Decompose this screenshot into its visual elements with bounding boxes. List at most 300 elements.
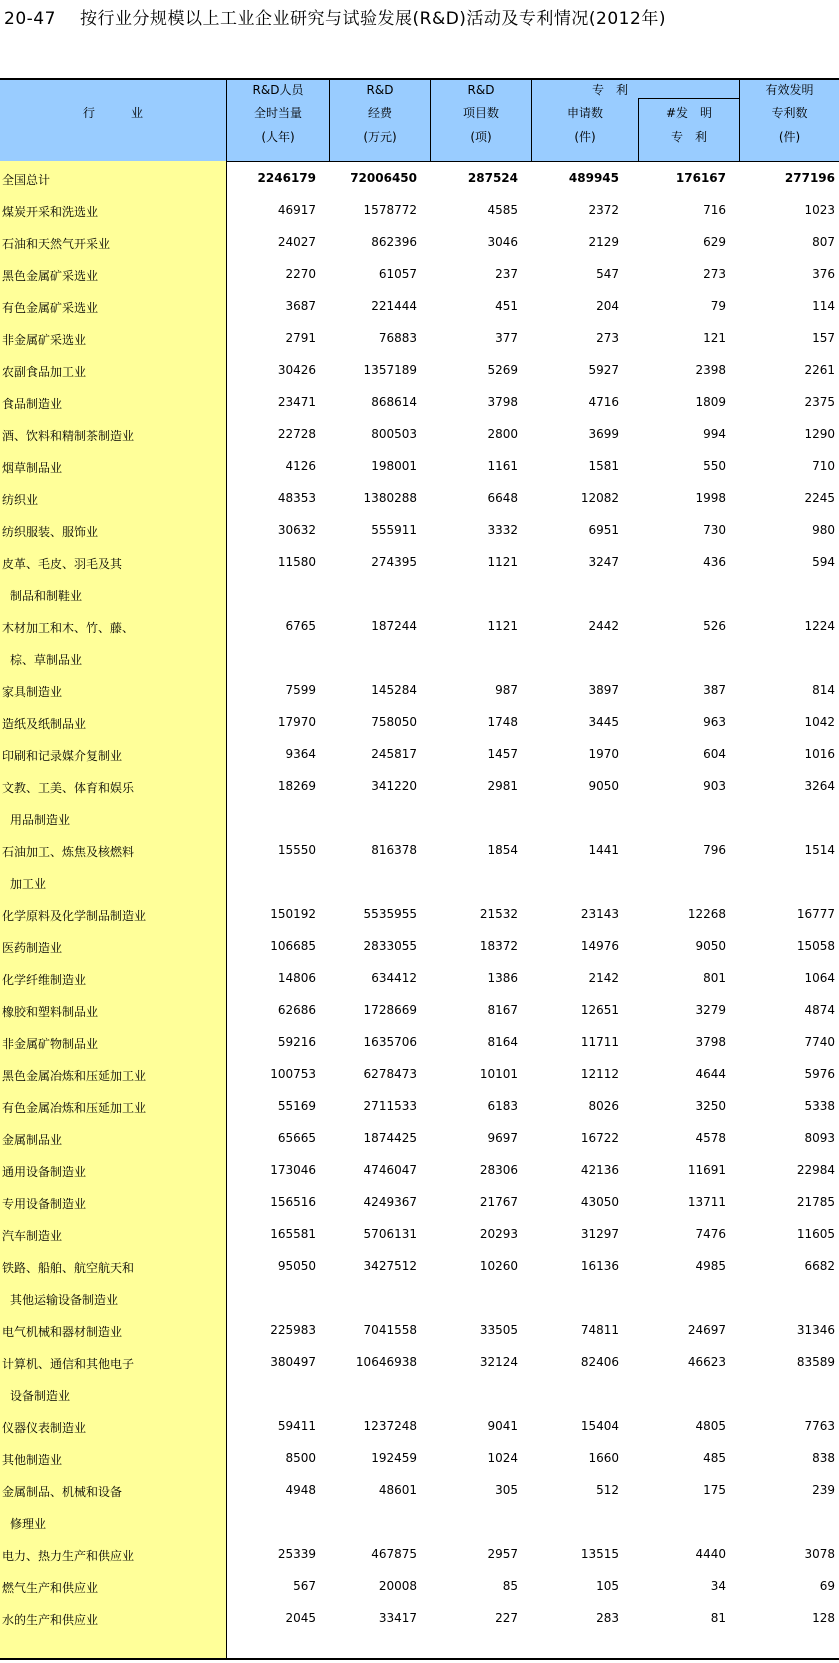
table-header [0, 80, 839, 162]
table-row [0, 897, 839, 929]
header-divider [638, 98, 639, 161]
industry-name: 化学纤维制造业 [2, 973, 87, 987]
cell-value: 3445 [588, 715, 619, 729]
cell-value: 1514 [804, 843, 835, 857]
cell-value: 18372 [479, 939, 518, 953]
cell-value: 34 [710, 1579, 726, 1593]
header-invention-line2: 专 利 [670, 130, 707, 144]
cell-value: 629 [703, 235, 726, 249]
cell-value: 5706131 [363, 1227, 417, 1241]
cell-value: 868614 [371, 395, 417, 409]
cell-value: 274395 [371, 555, 417, 569]
cell-value: 550 [703, 459, 726, 473]
cell-value: 710 [812, 459, 835, 473]
industry-name: 非金属矿采选业 [2, 333, 87, 347]
cell-value: 5927 [588, 363, 619, 377]
cell-value: 114 [812, 299, 835, 313]
cell-value: 4716 [588, 395, 619, 409]
cell-value: 106685 [270, 939, 316, 953]
industry-name: 纺织服装、服饰业 [2, 525, 99, 539]
cell-value: 32124 [479, 1355, 518, 1369]
industry-name: 黑色金属冶炼和压延加工业 [2, 1069, 147, 1083]
table-row [0, 769, 839, 801]
table-row [0, 1313, 839, 1345]
header-patent-underline [638, 98, 739, 99]
header-personnel-line3: (人年) [261, 130, 295, 144]
industry-name: 金属制品业 [2, 1133, 63, 1147]
cell-value: 380497 [270, 1355, 316, 1369]
cell-value: 1064 [804, 971, 835, 985]
table-row [0, 353, 839, 385]
header-expenditure [330, 80, 430, 161]
cell-value: 467875 [371, 1547, 417, 1561]
table-row [0, 1537, 839, 1569]
cell-value: 1121 [487, 619, 518, 633]
industry-name: 印刷和记录媒介复制业 [2, 749, 123, 763]
cell-value: 7476 [695, 1227, 726, 1241]
table-row [0, 961, 839, 993]
cell-value: 2711533 [363, 1099, 417, 1113]
cell-value: 903 [703, 779, 726, 793]
cell-value: 1457 [487, 747, 518, 761]
table-row [0, 417, 839, 449]
industry-name: 铁路、船舶、航空航天和 [2, 1261, 135, 1275]
cell-value: 22728 [277, 427, 316, 441]
cell-value: 9697 [487, 1131, 518, 1145]
cell-value: 2261 [804, 363, 835, 377]
cell-value: 489945 [568, 171, 619, 185]
industry-name: 用品制造业 [10, 813, 71, 827]
cell-value: 1224 [804, 619, 835, 633]
header-projects [431, 80, 531, 161]
cell-value: 2045 [285, 1611, 316, 1625]
header-applications-line1: 申请数 [566, 106, 603, 120]
header-divider [531, 80, 532, 161]
table-row-continuation [0, 1281, 839, 1313]
industry-name: 加工业 [10, 877, 47, 891]
cell-value: 46917 [277, 203, 316, 217]
industry-name: 棕、草制品业 [10, 653, 83, 667]
cell-value: 283 [596, 1611, 619, 1625]
cell-value: 21532 [479, 907, 518, 921]
cell-value: 4585 [487, 203, 518, 217]
cell-value: 59411 [277, 1419, 316, 1433]
cell-value: 105 [596, 1579, 619, 1593]
cell-value: 21785 [796, 1195, 835, 1209]
industry-name: 酒、饮料和精制茶制造业 [2, 429, 135, 443]
cell-value: 55169 [277, 1099, 316, 1113]
table-row [0, 1057, 839, 1089]
table-row-continuation [0, 865, 839, 897]
cell-value: 245817 [371, 747, 417, 761]
table-row [0, 481, 839, 513]
cell-value: 13515 [580, 1547, 619, 1561]
cell-value: 1380288 [363, 491, 417, 505]
cell-value: 512 [596, 1483, 619, 1497]
table-row [0, 289, 839, 321]
cell-value: 567 [293, 1579, 316, 1593]
cell-value: 436 [703, 555, 726, 569]
cell-value: 801 [703, 971, 726, 985]
cell-value: 4644 [695, 1067, 726, 1081]
cell-value: 239 [812, 1483, 835, 1497]
table-row-continuation [0, 1505, 839, 1537]
cell-value: 730 [703, 523, 726, 537]
cell-value: 2791 [285, 331, 316, 345]
cell-value: 9041 [487, 1419, 518, 1433]
header-invention [639, 80, 739, 161]
cell-value: 1854 [487, 843, 518, 857]
cell-value: 3798 [487, 395, 518, 409]
header-valid-patents [740, 80, 839, 161]
cell-value: 6183 [487, 1099, 518, 1113]
header-applications-line2: (件) [574, 130, 596, 144]
table-row [0, 1185, 839, 1217]
cell-value: 273 [703, 267, 726, 281]
industry-name: 计算机、通信和其他电子 [2, 1357, 135, 1371]
cell-value: 305 [495, 1483, 518, 1497]
cell-value: 31346 [796, 1323, 835, 1337]
industry-name: 化学原料及化学制品制造业 [2, 909, 147, 923]
cell-value: 6278473 [363, 1067, 417, 1081]
cell-value: 15550 [277, 843, 316, 857]
industry-name: 其他运输设备制造业 [10, 1293, 119, 1307]
cell-value: 157 [812, 331, 835, 345]
cell-value: 862396 [371, 235, 417, 249]
header-personnel-line1: R&D人员 [252, 83, 304, 97]
table-row [0, 833, 839, 865]
header-divider [329, 80, 330, 161]
header-invention-line1: #发 明 [665, 106, 713, 120]
cell-value: 3427512 [363, 1259, 417, 1273]
cell-value: 1874425 [363, 1131, 417, 1145]
cell-value: 33417 [378, 1611, 417, 1625]
cell-value: 176167 [675, 171, 726, 185]
cell-value: 604 [703, 747, 726, 761]
cell-value: 2800 [487, 427, 518, 441]
cell-value: 31297 [580, 1227, 619, 1241]
cell-value: 4985 [695, 1259, 726, 1273]
cell-value: 48601 [378, 1483, 417, 1497]
cell-value: 594 [812, 555, 835, 569]
table-row [0, 1473, 839, 1505]
header-valid-line2: 专利数 [771, 106, 808, 120]
cell-value: 377 [495, 331, 518, 345]
cell-value: 187244 [371, 619, 417, 633]
cell-value: 72006450 [350, 171, 417, 185]
cell-value: 838 [812, 1451, 835, 1465]
cell-value: 1290 [804, 427, 835, 441]
cell-value: 277196 [784, 171, 835, 185]
table-row [0, 1345, 839, 1377]
industry-name: 纺织业 [2, 493, 39, 507]
cell-value: 225983 [270, 1323, 316, 1337]
cell-value: 12651 [580, 1003, 619, 1017]
cell-value: 1357189 [363, 363, 417, 377]
industry-name: 有色金属冶炼和压延加工业 [2, 1101, 147, 1115]
cell-value: 2833055 [363, 939, 417, 953]
cell-value: 6765 [285, 619, 316, 633]
table-row [0, 1601, 839, 1633]
cell-value: 48353 [277, 491, 316, 505]
cell-value: 4249367 [363, 1195, 417, 1209]
cell-value: 85 [502, 1579, 518, 1593]
cell-value: 81 [710, 1611, 726, 1625]
industry-name: 修理业 [10, 1517, 47, 1531]
header-expenditure-line2: 经费 [367, 106, 392, 120]
industry-name: 食品制造业 [2, 397, 63, 411]
cell-value: 3247 [588, 555, 619, 569]
cell-value: 2245 [804, 491, 835, 505]
header-expenditure-line1: R&D [366, 83, 394, 97]
cell-value: 2398 [695, 363, 726, 377]
cell-value: 156516 [270, 1195, 316, 1209]
cell-value: 287524 [467, 171, 518, 185]
cell-value: 3046 [487, 235, 518, 249]
cell-value: 3264 [804, 779, 835, 793]
industry-name: 黑色金属矿采选业 [2, 269, 99, 283]
cell-value: 8167 [487, 1003, 518, 1017]
cell-value: 2957 [487, 1547, 518, 1561]
cell-value: 23471 [277, 395, 316, 409]
cell-value: 3798 [695, 1035, 726, 1049]
cell-value: 2442 [588, 619, 619, 633]
industry-name: 制品和制鞋业 [10, 589, 83, 603]
cell-value: 28306 [479, 1163, 518, 1177]
table-row [0, 1025, 839, 1057]
cell-value: 4948 [285, 1483, 316, 1497]
cell-value: 173046 [270, 1163, 316, 1177]
cell-value: 800503 [371, 427, 417, 441]
cell-value: 42136 [580, 1163, 619, 1177]
table-row [0, 449, 839, 481]
cell-value: 23143 [580, 907, 619, 921]
industry-name: 煤炭开采和洗选业 [2, 205, 99, 219]
cell-value: 4805 [695, 1419, 726, 1433]
table-row [0, 257, 839, 289]
industry-name: 石油和天然气开采业 [2, 237, 111, 251]
cell-value: 76883 [378, 331, 417, 345]
cell-value: 3250 [695, 1099, 726, 1113]
cell-value: 1581 [588, 459, 619, 473]
cell-value: 2246179 [257, 171, 316, 185]
cell-value: 3687 [285, 299, 316, 313]
cell-value: 13711 [687, 1195, 726, 1209]
table-row [0, 929, 839, 961]
cell-value: 1386 [487, 971, 518, 985]
cell-value: 25339 [277, 1547, 316, 1561]
cell-value: 30426 [277, 363, 316, 377]
cell-value: 6682 [804, 1259, 835, 1273]
cell-value: 121 [703, 331, 726, 345]
industry-name: 水的生产和供应业 [2, 1613, 99, 1627]
cell-value: 485 [703, 1451, 726, 1465]
cell-value: 1635706 [363, 1035, 417, 1049]
cell-value: 980 [812, 523, 835, 537]
cell-value: 221444 [371, 299, 417, 313]
cell-value: 814 [812, 683, 835, 697]
header-divider [430, 80, 431, 161]
industry-name: 金属制品、机械和设备 [2, 1485, 123, 1499]
cell-value: 5976 [804, 1067, 835, 1081]
cell-value: 18269 [277, 779, 316, 793]
cell-value: 1578772 [363, 203, 417, 217]
header-personnel-line2: 全时当量 [253, 106, 302, 120]
cell-value: 758050 [371, 715, 417, 729]
industry-name: 汽车制造业 [2, 1229, 63, 1243]
cell-value: 7041558 [363, 1323, 417, 1337]
cell-value: 3279 [695, 1003, 726, 1017]
cell-value: 7740 [804, 1035, 835, 1049]
cell-value: 526 [703, 619, 726, 633]
cell-value: 2375 [804, 395, 835, 409]
cell-value: 16777 [796, 907, 835, 921]
cell-value: 816378 [371, 843, 417, 857]
table-row [0, 513, 839, 545]
cell-value: 796 [703, 843, 726, 857]
cell-value: 4746047 [363, 1163, 417, 1177]
cell-value: 1024 [487, 1451, 518, 1465]
cell-value: 237 [495, 267, 518, 281]
cell-value: 2270 [285, 267, 316, 281]
industry-name: 皮革、毛皮、羽毛及其 [2, 557, 123, 571]
cell-value: 9364 [285, 747, 316, 761]
cell-value: 79 [710, 299, 726, 313]
cell-value: 1016 [804, 747, 835, 761]
cell-value: 62686 [277, 1003, 316, 1017]
cell-value: 128 [812, 1611, 835, 1625]
header-projects-line1: R&D [467, 83, 495, 97]
industry-name: 文教、工美、体育和娱乐 [2, 781, 135, 795]
header-divider [739, 80, 740, 161]
cell-value: 807 [812, 235, 835, 249]
cell-value: 5535955 [363, 907, 417, 921]
cell-value: 227 [495, 1611, 518, 1625]
cell-value: 9050 [588, 779, 619, 793]
cell-value: 634412 [371, 971, 417, 985]
cell-value: 341220 [371, 779, 417, 793]
cell-value: 11580 [277, 555, 316, 569]
industry-name: 有色金属矿采选业 [2, 301, 99, 315]
cell-value: 963 [703, 715, 726, 729]
cell-value: 4440 [695, 1547, 726, 1561]
cell-value: 987 [495, 683, 518, 697]
cell-value: 14806 [277, 971, 316, 985]
cell-value: 6648 [487, 491, 518, 505]
cell-value: 11691 [687, 1163, 726, 1177]
cell-value: 16722 [580, 1131, 619, 1145]
cell-value: 15058 [796, 939, 835, 953]
cell-value: 61057 [378, 267, 417, 281]
industry-name: 造纸及纸制品业 [2, 717, 87, 731]
industry-name: 电气机械和器材制造业 [2, 1325, 123, 1339]
table-row [0, 1441, 839, 1473]
cell-value: 204 [596, 299, 619, 313]
cell-value: 1121 [487, 555, 518, 569]
cell-value: 165581 [270, 1227, 316, 1241]
cell-value: 8500 [285, 1451, 316, 1465]
cell-value: 1728669 [363, 1003, 417, 1017]
cell-value: 30632 [277, 523, 316, 537]
cell-value: 198001 [371, 459, 417, 473]
header-projects-line3: (项) [470, 130, 492, 144]
cell-value: 22984 [796, 1163, 835, 1177]
industry-name: 木材加工和木、竹、藤、 [2, 621, 135, 635]
cell-value: 3078 [804, 1547, 835, 1561]
cell-value: 5269 [487, 363, 518, 377]
cell-value: 1441 [588, 843, 619, 857]
cell-value: 1748 [487, 715, 518, 729]
industry-name: 家具制造业 [2, 685, 63, 699]
cell-value: 59216 [277, 1035, 316, 1049]
cell-value: 547 [596, 267, 619, 281]
cell-value: 8093 [804, 1131, 835, 1145]
table-row [0, 1409, 839, 1441]
cell-value: 273 [596, 331, 619, 345]
cell-value: 4126 [285, 459, 316, 473]
industry-name: 石油加工、炼焦及核燃料 [2, 845, 135, 859]
industry-name: 设备制造业 [10, 1389, 71, 1403]
cell-value: 20293 [479, 1227, 518, 1241]
cell-value: 46623 [687, 1355, 726, 1369]
cell-value: 12082 [580, 491, 619, 505]
cell-value: 192459 [371, 1451, 417, 1465]
cell-value: 175 [703, 1483, 726, 1497]
table-row [0, 1089, 839, 1121]
cell-value: 83589 [796, 1355, 835, 1369]
cell-value: 8164 [487, 1035, 518, 1049]
industry-name: 专用设备制造业 [2, 1197, 87, 1211]
table-row [0, 705, 839, 737]
industry-name: 仪器仪表制造业 [2, 1421, 87, 1435]
header-valid-line3: (件) [778, 130, 801, 144]
cell-value: 145284 [371, 683, 417, 697]
header-divider [226, 80, 227, 161]
cell-value: 9050 [695, 939, 726, 953]
cell-value: 555911 [371, 523, 417, 537]
table-row [0, 385, 839, 417]
table-row [0, 1153, 839, 1185]
table-row-continuation [0, 641, 839, 673]
cell-value: 3699 [588, 427, 619, 441]
cell-value: 994 [703, 427, 726, 441]
cell-value: 8026 [588, 1099, 619, 1113]
industry-name: 烟草制品业 [2, 461, 63, 475]
header-patent-group-label: 专 利 [591, 83, 628, 97]
cell-value: 82406 [580, 1355, 619, 1369]
cell-value: 69 [819, 1579, 835, 1593]
cell-value: 451 [495, 299, 518, 313]
cell-value: 11605 [796, 1227, 835, 1241]
cell-value: 24027 [277, 235, 316, 249]
cell-value: 1161 [487, 459, 518, 473]
cell-value: 14976 [580, 939, 619, 953]
cell-value: 2372 [588, 203, 619, 217]
cell-value: 1023 [804, 203, 835, 217]
industry-name: 橡胶和塑料制品业 [2, 1005, 99, 1019]
cell-value: 1660 [588, 1451, 619, 1465]
table-row [0, 321, 839, 353]
cell-value: 1042 [804, 715, 835, 729]
table-row [0, 1249, 839, 1281]
industry-name: 医药制造业 [2, 941, 63, 955]
header-expenditure-line3: (万元) [363, 130, 397, 144]
cell-value: 11711 [580, 1035, 619, 1049]
cell-value: 1970 [588, 747, 619, 761]
table-row-continuation [0, 577, 839, 609]
table-row [0, 609, 839, 641]
industry-name: 其他制造业 [2, 1453, 63, 1467]
